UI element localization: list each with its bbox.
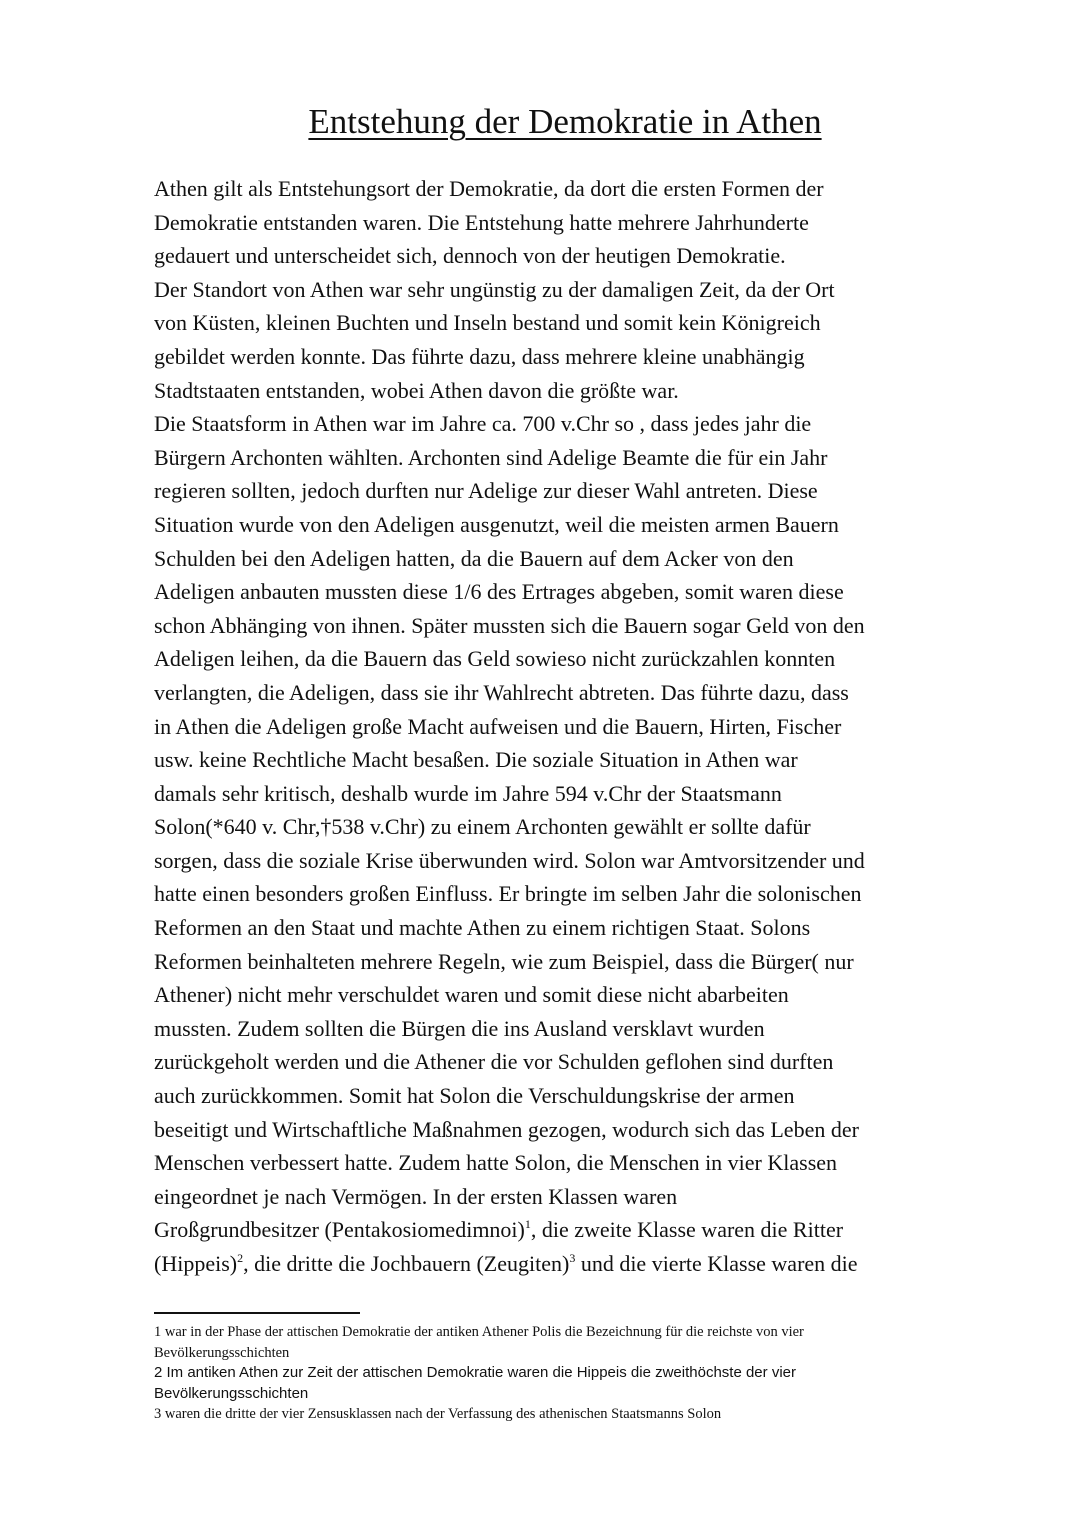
footnote-2: 2 Im antiken Athen zur Zeit der attischen Demokratie waren die Hippeis die zweithöchste der vier [154,1364,796,1381]
text-line: zurückgeholt werden und die Athener die vor Schulden geflohen sind durften [154,1049,834,1075]
footnote-1-continued: Bevölkerungsschichten [154,1344,290,1361]
text-line: Reformen beinhalteten mehrere Regeln, wie zum Beispiel, dass die Bürger( nur [154,948,854,974]
text-line: damals sehr kritisch, deshalb wurde im Jahre 594 v.Chr der Staatsmann [154,780,782,806]
text-line: regieren sollten, jedoch durften nur Adelige zur dieser Wahl antreten. Diese [154,478,818,504]
footnote-ref-3: 3 [569,1251,576,1265]
document-title: Entstehung der Demokratie in Athen [308,102,822,141]
text-line: von Küsten, kleinen Buchten und Inseln bestand und somit kein Königreich [154,310,821,336]
text-segment: und die vierte Klasse waren die [575,1251,858,1276]
text-line: Situation wurde von den Adeligen ausgenutzt, weil die meisten armen Bauern [154,511,839,537]
text-line: in Athen die Adeligen große Macht aufweisen und die Bauern, Hirten, Fischer [154,713,842,739]
footnote-2-continued: Bevölkerungsschichten [154,1384,309,1402]
text-line [154,1247,994,1281]
text-line: auch zurückkommen. Somit hat Solon die Verschuldungskrise der armen [154,1083,795,1109]
text-line: beseitigt und Wirtschaftliche Maßnahmen gezogen, wodurch sich das Leben der [154,1116,859,1142]
text-line: Athener) nicht mehr verschuldet waren und somit diese nicht abarbeiten [154,982,789,1008]
text-segment: , die dritte die Jochbauern (Zeugiten) [243,1251,570,1276]
text-line: Solon(*640 v. Chr,†538 v.Chr) zu einem Archonten gewählt er sollte dafür [154,814,811,840]
text-line: sorgen, dass die soziale Krise überwunden wird. Solon war Amtvorsitzender und [154,847,865,873]
text-line [154,1213,994,1247]
text-line: Die Staatsform in Athen war im Jahre ca. 700 v.Chr so , dass jedes jahr die [154,411,812,437]
text-line: Adeligen anbauten mussten diese 1/6 des Ertrages abgeben, somit waren diese [154,579,844,605]
footnote-1: 1 war in der Phase der attischen Demokratie der antiken Athener Polis die Bezeichnung für die reichste von vier [154,1324,804,1340]
text-segment: Großgrundbesitzer (Pentakosiomedimnoi) [154,1217,525,1243]
body-text [154,172,994,1281]
footnote-separator [154,1312,360,1314]
text-segment: , die zweite Klasse waren die Ritter [530,1217,844,1243]
text-line: usw. keine Rechtliche Macht besaßen. Die soziale Situation in Athen war [154,747,798,773]
footnote-ref-2: 2 [237,1251,244,1265]
text-line: Bürgern Archonten wählten. Archonten sind Adelige Beamte die für ein Jahr [154,444,828,470]
text-line: gebildet werden konnte. Das führte dazu, dass mehrere kleine unabhängig [154,343,805,369]
text-line: schon Abhänging von ihnen. Später mussten sich die Bauern sogar Geld von den [154,612,865,638]
text-line: verlangten, die Adeligen, dass sie ihr Wahlrecht abtreten. Das führte dazu, dass [154,679,849,705]
text-line: gedauert und unterscheidet sich, dennoch von der heutigen Demokratie. [154,243,786,269]
text-line: Schulden bei den Adeligen hatten, da die Bauern auf dem Acker von den [154,545,794,571]
text-line: Demokratie entstanden waren. Die Entstehung hatte mehrere Jahrhunderte [154,209,809,235]
text-line: hatte einen besonders großen Einfluss. Er bringte im selben Jahr die solonischen [154,881,862,907]
footnotes [154,1322,994,1425]
text-line: Der Standort von Athen war sehr ungünstig zu der damaligen Zeit, da der Ort [154,276,835,302]
footnote-ref-1: 1 [524,1217,531,1232]
text-line: Stadtstaaten entstanden, wobei Athen davon die größte war. [154,377,679,403]
text-line: mussten. Zudem sollten die Bürgen die ins Ausland versklavt wurden [154,1015,765,1041]
text-line: Menschen verbessert hatte. Zudem hatte Solon, die Menschen in vier Klassen [154,1150,838,1176]
text-line: Adeligen leihen, da die Bauern das Geld sowieso nicht zurückzahlen konnten [154,646,836,672]
text-segment: (Hippeis) [154,1251,238,1276]
text-line: Reformen an den Staat und machte Athen zu einem richtigen Staat. Solons [154,915,811,941]
text-line: Athen gilt als Entstehungsort der Demokratie, da dort die ersten Formen der [154,176,824,201]
footnote-3: 3 waren die dritte der vier Zensusklassen nach der Verfassung des athenischen Staatsmanns Solon [154,1406,722,1422]
text-line: eingeordnet je nach Vermögen. In der ersten Klassen waren [154,1183,678,1209]
